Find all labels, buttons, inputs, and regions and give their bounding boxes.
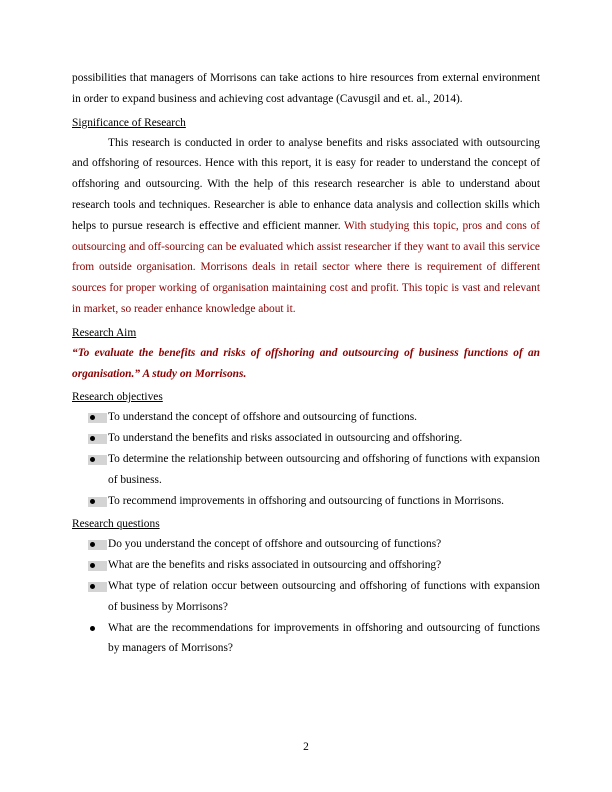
bullet-icon [88,582,107,592]
list-item [72,428,540,449]
list-item [72,491,540,512]
list-item-text: What are the benefits and risks associated in outsourcing and offshoring? [108,559,442,572]
bullet-icon [88,540,107,550]
page-number: 2 [303,741,309,753]
questions-heading: Research questions [72,518,160,531]
list-item [72,576,540,618]
bullet-icon [88,624,107,634]
aim-statement: “To evaluate the benefits and risks of offshoring and outsourcing of business functions of an organisation.” A study on Morrisons. [72,346,540,380]
list-item [72,449,540,491]
questions-section [72,514,540,659]
significance-paragraph [72,133,540,320]
list-item [72,618,540,660]
bullet-icon [88,561,107,571]
significance-body-text: This research is conducted in order to analyse benefits and risks associated with outsourcing and offshoring of resources. Hence with this report, it is easy for reader to understand the concept of offshoring and outsourcing. With the help of this research researcher is able to understand about research tools and techniques. Researcher is able to enhance data analysis and collection skills which helps to pursue research is effective and efficient manner. [72,136,540,232]
questions-list [72,534,540,659]
aim-heading: Research Aim [72,326,137,339]
bullet-icon [88,413,107,423]
significance-highlighted-text: With studying this topic, pros and cons of outsourcing and off-sourcing can be evaluated which assist researcher if they want to avail this service from outside organisation. Morrisons deals in retail sector where there is requirement of different sources for proper working of organisation maintaining cost and profit. This topic is vast and relevant in market, so reader enhance knowledge about it. [72,219,540,315]
aim-section [72,323,540,385]
bullet-icon [88,497,107,507]
significance-heading: Significance of Research [72,116,186,129]
list-item-text: To understand the benefits and risks associated in outsourcing and offshoring. [108,432,463,445]
list-item-text: What are the recommendations for improvements in offshoring and outsourcing of functions by managers of Morrisons? [108,621,540,655]
list-item-text: To understand the concept of offshore and outsourcing of functions. [108,411,417,424]
intro-paragraph: possibilities that managers of Morrisons can take actions to hire resources from external environment in order to expand business and achieving cost advantage (Cavusgil and et. al., 2014). [72,72,540,105]
objectives-section [72,387,540,511]
objectives-list [72,407,540,511]
list-item [72,534,540,555]
bullet-icon [88,434,107,444]
list-item [72,407,540,428]
objectives-heading: Research objectives [72,391,163,404]
list-item [72,555,540,576]
bullet-icon [88,455,107,465]
list-item-text: Do you understand the concept of offshore and outsourcing of functions? [108,538,442,551]
significance-section [72,113,540,320]
list-item-text: To recommend improvements in offshoring and outsourcing of functions in Morrisons. [108,494,505,507]
list-item-text: To determine the relationship between outsourcing and offshoring of functions with expansion of business. [108,452,540,486]
document-page [72,68,540,659]
list-item-text: What type of relation occur between outsourcing and offshoring of functions with expansion of business by Morrisons? [108,579,540,613]
